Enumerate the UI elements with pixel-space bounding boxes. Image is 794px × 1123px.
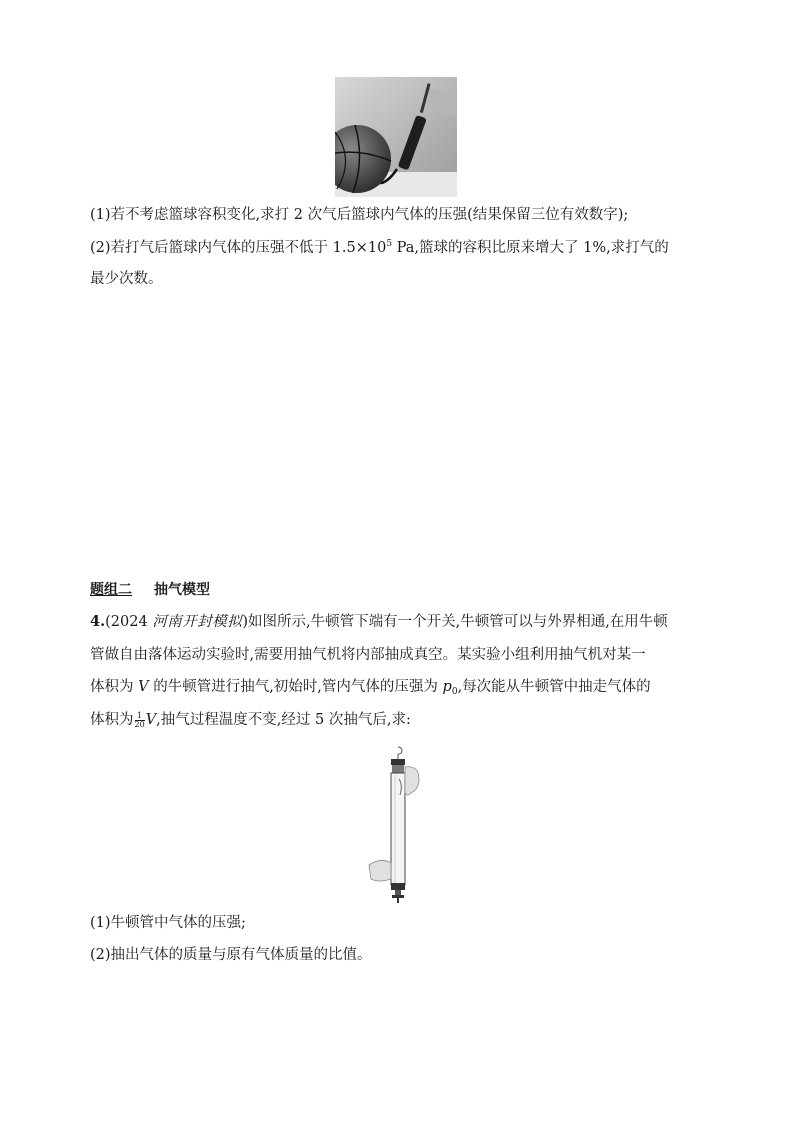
q4-line3-a: 体积为 [90,679,139,695]
newton-tube-figure [367,745,429,905]
q4-fraction-numerator: 1 [135,712,145,721]
q3-part2-a: (2)若打气后篮球内气体的压强不低于 1.5×10 [90,240,387,256]
q4-line4-b: ,抽气过程温度不变,经过 5 次抽气后,求: [156,712,411,728]
q4-fraction [135,712,145,729]
q4-line4 [90,710,411,730]
q4-pressure-symbol: p [442,679,452,695]
q3-part2-b: Pa,篮球的容积比原来增大了 1%,求打气的 [392,240,669,256]
q4-pressure-subscript: 0 [451,687,458,697]
q4-volume-symbol-2: V [145,712,157,728]
section-title-group: 题组二 [90,582,132,598]
q4-line3-b: 的牛顿管进行抽气,初始时,管内气体的压强为 [148,679,443,695]
q4-volume-symbol: V [138,679,149,695]
q4-part1: (1)牛顿管中气体的压强; [90,915,246,931]
q4-number: 4. [90,613,106,630]
q4-line1-text: 如图所示,牛顿管下端有一个开关,牛顿管可以与外界相通,在用牛顿 [247,614,668,630]
q3-part2-line2: 最少次数。 [90,271,163,287]
q4-line3 [90,677,651,697]
q3-part2-line1 [90,238,669,258]
q4-part2: (2)抽出气体的质量与原有气体质量的比值。 [90,947,372,963]
q4-source-open: (2024 [105,614,153,630]
q4-line2: 管做自由落体运动实验时,需要用抽气机将内部抽成真空。某实验小组利用抽气机对某一 [90,647,646,663]
section-title-topic: 抽气模型 [154,582,210,598]
basketball-pump-figure [335,77,457,197]
q4-line1 [90,612,668,632]
q3-part1: (1)若不考虑篮球容积变化,求打 2 次气后篮球内气体的压强(结果保留三位有效数字); [90,207,629,223]
q3-part2-exponent: 5 [386,239,393,249]
q4-source-name: 河南开封模拟 [152,614,243,630]
q4-line3-c: ,每次能从牛顿管中抽走气体的 [457,679,651,695]
section-heading [90,580,210,600]
q4-fraction-denominator: 20 [134,719,145,729]
q4-source-close: ) [242,614,248,630]
q4-line4-a: 体积为 [90,712,134,728]
